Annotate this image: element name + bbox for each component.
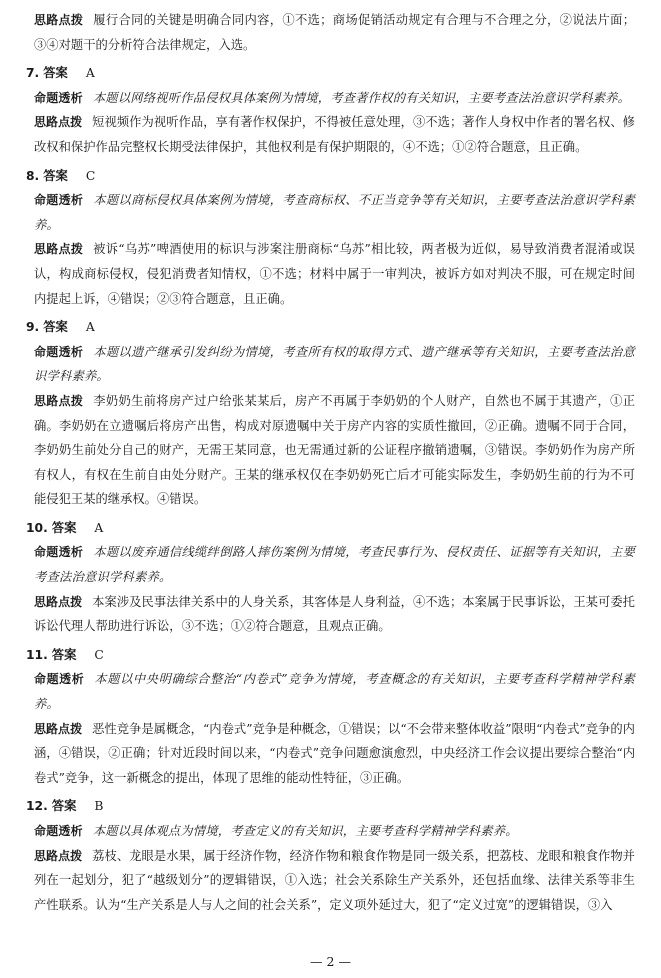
hint-paragraph: [26, 844, 635, 918]
analysis-text: 本题以网络视听作品侵权具体案例为情境，考查著作权的有关知识，主要考查法治意识学科素养。: [92, 90, 631, 105]
question-9: [26, 315, 635, 512]
question-8: [26, 164, 635, 312]
answer-label: 答案: [51, 647, 77, 662]
question-header: [26, 643, 635, 668]
answer-value: A: [85, 320, 95, 335]
answer-value: C: [94, 647, 104, 662]
hint-paragraph: [26, 389, 635, 512]
analysis-paragraph: [26, 540, 635, 589]
answer-value: A: [85, 66, 95, 81]
hint-label: 思路点拨: [34, 848, 83, 863]
answer-label: 答案: [43, 320, 68, 335]
analysis-label: 命题透析: [34, 545, 84, 560]
hint-paragraph: [26, 237, 635, 311]
analysis-text: 本题以中央明确综合整治“内卷式”竞争为情境，考查概念的有关知识，主要考查科学精神学科素养。: [34, 672, 635, 712]
question-number: 7.: [26, 66, 40, 81]
answer-label: 答案: [43, 168, 68, 183]
analysis-label: 命题透析: [34, 672, 85, 687]
hint-text: 被诉“乌苏”啤酒使用的标识与涉案注册商标“乌苏”相比较，两者极为近似，易导致消费者混淆或误认，构成商标侵权，侵犯消费者知情权，①不选；材料中属于一审判决，被诉方如对判决不服，可在规定时间内提起上诉，④错误；②③符合题意，且正确。: [34, 242, 635, 306]
analysis-label: 命题透析: [34, 344, 84, 359]
hint-paragraph: [26, 110, 635, 159]
question-11: [26, 643, 635, 791]
hint-text: 李奶奶生前将房产过户给张某某后，房产不再属于李奶奶的个人财产，自然也不属于其遗产，①正确。李奶奶在立遗嘱后将房产出售，构成对原遗嘱中关于房产内容的实质性撤回，②正确。遗嘱不同于合同，李奶奶生前处分自己的财产，无需王某同意，也无需通过新的公证程序撤销遗嘱，③错误。李奶奶作为房产所有权人，有权在生前自由处分财产。王某的继承权仅在李奶奶死亡后才可能实际发生，李奶奶生前的行为不可能侵犯王某的继承权。④错误。: [34, 393, 635, 507]
question-number: 8.: [26, 168, 40, 183]
hint-label: 思路点拨: [34, 721, 83, 736]
intro-paragraph: [26, 8, 635, 57]
hint-label: 思路点拨: [34, 594, 83, 609]
question-header: [26, 794, 635, 819]
hint-text: 荔枝、龙眼是水果，属于经济作物，经济作物和粮食作物是同一级关系，把荔枝、龙眼和粮食作物并列在一起划分，犯了“越级划分”的逻辑错误，①入选；社会关系除生产关系外，还包括血缘、法律关系等非生产性联系。认为“生产关系是人与人之间的社会关系”，定义项外延过大，犯了“定义过宽”的逻辑错误，③入: [34, 848, 635, 912]
hint-paragraph: [26, 717, 635, 791]
question-header: [26, 164, 635, 189]
page-number: — 2 —: [310, 954, 351, 969]
hint-label: 思路点拨: [34, 393, 84, 408]
question-12: [26, 794, 635, 917]
analysis-paragraph: [26, 667, 635, 716]
question-number: 10.: [26, 520, 48, 535]
question-header: [26, 516, 635, 541]
hint-text: 本案涉及民事法律关系中的人身关系，其客体是人身利益，④不选；本案属于民事诉讼，王某可委托诉讼代理人帮助进行诉讼，③不选；①②符合题意，且观点正确。: [34, 594, 635, 634]
answer-label: 答案: [43, 66, 68, 81]
analysis-label: 命题透析: [34, 90, 83, 105]
analysis-text: 本题以商标侵权具体案例为情境，考查商标权、不正当竞争等有关知识，主要考查法治意识学科素养。: [34, 193, 635, 232]
answer-value: C: [85, 168, 96, 183]
answer-label: 答案: [51, 520, 77, 535]
hint-text: 恶性竞争是属概念，“内卷式”竞争是种概念，①错误；以“不会带来整体收益”限明“内卷式”竞争的内涵，④错误，②正确；针对近段时间以来，“内卷式”竞争问题愈演愈烈，中央经济工作会议提出要综合整治“内卷式”竞争，这一新概念的提出，体现了思维的能动性特征，③正确。: [34, 721, 635, 785]
answer-label: 答案: [51, 799, 77, 814]
analysis-paragraph: [26, 86, 635, 111]
analysis-paragraph: [26, 819, 635, 844]
intro-hint-label: 思路点拨: [34, 13, 84, 27]
analysis-paragraph: [26, 340, 635, 389]
analysis-text: 本题以遗产继承引发纠纷为情境，考查所有权的取得方式、遗产继承等有关知识，主要考查法治意识学科素养。: [34, 344, 635, 384]
hint-label: 思路点拨: [34, 242, 84, 257]
hint-label: 思路点拨: [34, 115, 83, 130]
analysis-text: 本题以具体观点为情境，考查定义的有关知识，主要考查科学精神学科素养。: [92, 824, 518, 838]
question-header: [26, 61, 635, 86]
question-7: [26, 61, 635, 159]
question-number: 12.: [26, 799, 48, 814]
analysis-text: 本题以废弃通信线缆绊倒路人摔伤案例为情境，考查民事行为、侵权责任、证据等有关知识，主要考查法治意识学科素养。: [34, 545, 635, 585]
question-number: 11.: [26, 647, 48, 662]
intro-hint-text: 履行合同的关键是明确合同内容，①不选；商场促销活动规定有合理与不合理之分，②说法片面；③④对题干的分析符合法律规定，入选。: [34, 13, 635, 52]
answer-value: A: [94, 520, 104, 535]
question-header: [26, 315, 635, 340]
analysis-label: 命题透析: [34, 824, 83, 838]
answer-value: B: [94, 799, 104, 814]
analysis-paragraph: [26, 188, 635, 237]
hint-paragraph: [26, 590, 635, 639]
hint-text: 短视频作为视听作品，享有著作权保护，不得被任意处理，③不选；著作人身权中作者的署名权、修改权和保护作品完整权长期受法律保护，其他权利是有保护期限的，④不选；①②符合题意，且正确。: [34, 115, 635, 154]
analysis-label: 命题透析: [34, 193, 84, 208]
question-10: [26, 516, 635, 639]
question-number: 9.: [26, 320, 40, 335]
